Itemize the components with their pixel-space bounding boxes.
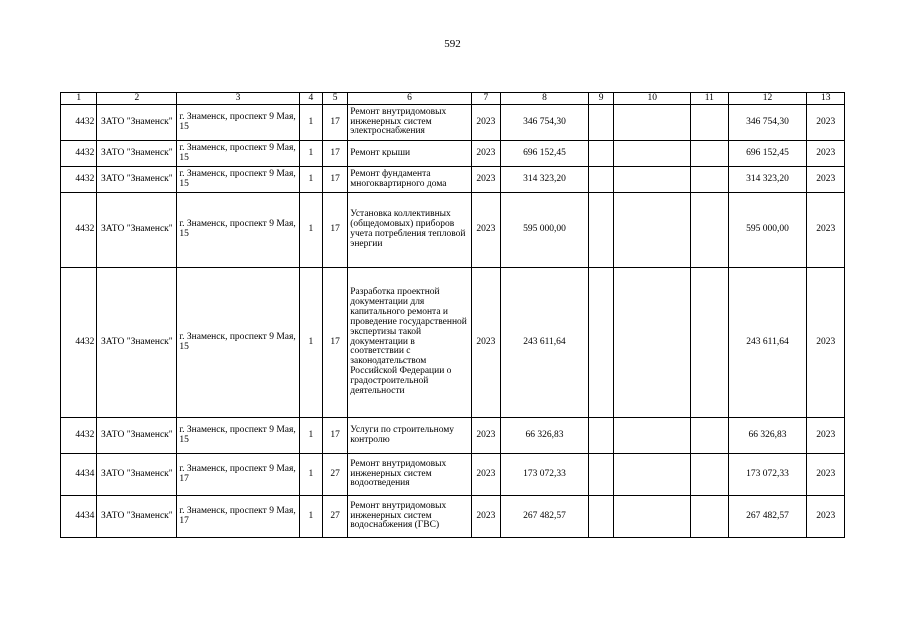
- cost-cell: 595 000,00: [500, 193, 588, 268]
- work-type-cell: Ремонт внутридомовых инженерных систем водоснабжения (ГВС): [348, 496, 471, 538]
- municipality-cell: ЗАТО "Знаменск": [97, 418, 177, 454]
- repair-program-table: [60, 92, 845, 538]
- col5-cell: 17: [322, 141, 347, 167]
- house-id-cell: 4432: [61, 268, 97, 418]
- work-type-cell: Разработка проектной документации для капитального ремонта и проведение государственной экспертизы такой документации в соответствии с законодательством Российской Федерации о градостроительной деятельности: [348, 268, 471, 418]
- work-type-cell: Установка коллективных (общедомовых) приборов учета потребления тепловой энергии: [348, 193, 471, 268]
- house-id-cell: 4432: [61, 141, 97, 167]
- address-cell: г. Знаменск, проспект 9 Мая, 15: [177, 193, 299, 268]
- col4-cell: 1: [299, 268, 322, 418]
- work-type-cell: Ремонт внутридомовых инженерных систем водоотведения: [348, 454, 471, 496]
- work-type-cell: Услуги по строительному контролю: [348, 418, 471, 454]
- column-header: 3: [177, 93, 299, 105]
- col10-cell: [614, 105, 691, 141]
- column-header: 4: [299, 93, 322, 105]
- address-cell: г. Знаменск, проспект 9 Мая, 17: [177, 496, 299, 538]
- column-header: 7: [471, 93, 500, 105]
- col10-cell: [614, 268, 691, 418]
- cost-cell: 66 326,83: [500, 418, 588, 454]
- page-number: 592: [444, 38, 461, 50]
- year-cell: 2023: [471, 167, 500, 193]
- col9-cell: [588, 167, 613, 193]
- table-row: [61, 268, 845, 418]
- col4-cell: 1: [299, 167, 322, 193]
- column-header: 6: [348, 93, 471, 105]
- cost-cell: 696 152,45: [500, 141, 588, 167]
- address-cell: г. Знаменск, проспект 9 Мая, 15: [177, 418, 299, 454]
- column-header: 12: [728, 93, 807, 105]
- total-cost-cell: 173 072,33: [728, 454, 807, 496]
- house-id-cell: 4434: [61, 454, 97, 496]
- col5-cell: 27: [322, 454, 347, 496]
- total-cost-cell: 267 482,57: [728, 496, 807, 538]
- col10-cell: [614, 496, 691, 538]
- col9-cell: [588, 418, 613, 454]
- col11-cell: [691, 268, 728, 418]
- total-cost-cell: 314 323,20: [728, 167, 807, 193]
- col5-cell: 17: [322, 105, 347, 141]
- col11-cell: [691, 496, 728, 538]
- house-id-cell: 4434: [61, 496, 97, 538]
- col4-cell: 1: [299, 418, 322, 454]
- year-cell: 2023: [471, 268, 500, 418]
- completion-year-cell: 2023: [807, 193, 845, 268]
- address-cell: г. Знаменск, проспект 9 Мая, 17: [177, 454, 299, 496]
- completion-year-cell: 2023: [807, 141, 845, 167]
- header-row: [61, 93, 845, 105]
- col11-cell: [691, 167, 728, 193]
- table-row: [61, 141, 845, 167]
- municipality-cell: ЗАТО "Знаменск": [97, 193, 177, 268]
- cost-cell: 173 072,33: [500, 454, 588, 496]
- column-header: 13: [807, 93, 845, 105]
- house-id-cell: 4432: [61, 418, 97, 454]
- col10-cell: [614, 167, 691, 193]
- col5-cell: 27: [322, 496, 347, 538]
- address-cell: г. Знаменск, проспект 9 Мая, 15: [177, 105, 299, 141]
- municipality-cell: ЗАТО "Знаменск": [97, 496, 177, 538]
- cost-cell: 243 611,64: [500, 268, 588, 418]
- address-cell: г. Знаменск, проспект 9 Мая, 15: [177, 141, 299, 167]
- total-cost-cell: 243 611,64: [728, 268, 807, 418]
- col4-cell: 1: [299, 496, 322, 538]
- year-cell: 2023: [471, 496, 500, 538]
- year-cell: 2023: [471, 105, 500, 141]
- col11-cell: [691, 105, 728, 141]
- house-id-cell: 4432: [61, 167, 97, 193]
- cost-cell: 346 754,30: [500, 105, 588, 141]
- completion-year-cell: 2023: [807, 105, 845, 141]
- address-cell: г. Знаменск, проспект 9 Мая, 15: [177, 167, 299, 193]
- column-header: 11: [691, 93, 728, 105]
- table-row: [61, 496, 845, 538]
- cost-cell: 314 323,20: [500, 167, 588, 193]
- col4-cell: 1: [299, 141, 322, 167]
- municipality-cell: ЗАТО "Знаменск": [97, 268, 177, 418]
- table-row: [61, 418, 845, 454]
- cost-cell: 267 482,57: [500, 496, 588, 538]
- completion-year-cell: 2023: [807, 496, 845, 538]
- completion-year-cell: 2023: [807, 418, 845, 454]
- col10-cell: [614, 193, 691, 268]
- work-type-cell: Ремонт крыши: [348, 141, 471, 167]
- house-id-cell: 4432: [61, 105, 97, 141]
- total-cost-cell: 66 326,83: [728, 418, 807, 454]
- address-cell: г. Знаменск, проспект 9 Мая, 15: [177, 268, 299, 418]
- column-header: 2: [97, 93, 177, 105]
- column-header: 9: [588, 93, 613, 105]
- table-row: [61, 454, 845, 496]
- col11-cell: [691, 141, 728, 167]
- column-header: 10: [614, 93, 691, 105]
- municipality-cell: ЗАТО "Знаменск": [97, 454, 177, 496]
- col10-cell: [614, 454, 691, 496]
- total-cost-cell: 696 152,45: [728, 141, 807, 167]
- col4-cell: 1: [299, 454, 322, 496]
- col9-cell: [588, 268, 613, 418]
- municipality-cell: ЗАТО "Знаменск": [97, 141, 177, 167]
- column-header: 1: [61, 93, 97, 105]
- col9-cell: [588, 496, 613, 538]
- column-header: 5: [322, 93, 347, 105]
- col10-cell: [614, 141, 691, 167]
- col11-cell: [691, 454, 728, 496]
- year-cell: 2023: [471, 454, 500, 496]
- col11-cell: [691, 418, 728, 454]
- municipality-cell: ЗАТО "Знаменск": [97, 105, 177, 141]
- col5-cell: 17: [322, 193, 347, 268]
- col9-cell: [588, 193, 613, 268]
- year-cell: 2023: [471, 141, 500, 167]
- work-type-cell: Ремонт фундамента многоквартирного дома: [348, 167, 471, 193]
- col9-cell: [588, 141, 613, 167]
- col9-cell: [588, 105, 613, 141]
- col5-cell: 17: [322, 418, 347, 454]
- table-row: [61, 193, 845, 268]
- year-cell: 2023: [471, 193, 500, 268]
- house-id-cell: 4432: [61, 193, 97, 268]
- completion-year-cell: 2023: [807, 167, 845, 193]
- table-row: [61, 167, 845, 193]
- total-cost-cell: 346 754,30: [728, 105, 807, 141]
- col4-cell: 1: [299, 193, 322, 268]
- year-cell: 2023: [471, 418, 500, 454]
- col11-cell: [691, 193, 728, 268]
- municipality-cell: ЗАТО "Знаменск": [97, 167, 177, 193]
- work-type-cell: Ремонт внутридомовых инженерных систем электроснабжения: [348, 105, 471, 141]
- col5-cell: 17: [322, 167, 347, 193]
- col10-cell: [614, 418, 691, 454]
- col4-cell: 1: [299, 105, 322, 141]
- column-header: 8: [500, 93, 588, 105]
- col5-cell: 17: [322, 268, 347, 418]
- total-cost-cell: 595 000,00: [728, 193, 807, 268]
- table-row: [61, 105, 845, 141]
- completion-year-cell: 2023: [807, 268, 845, 418]
- completion-year-cell: 2023: [807, 454, 845, 496]
- col9-cell: [588, 454, 613, 496]
